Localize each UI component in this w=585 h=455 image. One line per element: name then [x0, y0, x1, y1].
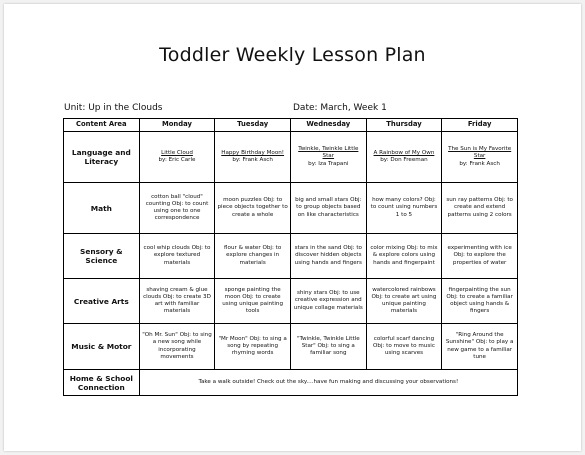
table-cell: shaving cream & glue clouds Obj: to create 3D art with familiar materials	[139, 279, 215, 324]
row-label-music-motor: Music & Motor	[64, 324, 140, 370]
unit-label: Unit: Up in the Clouds	[64, 103, 163, 113]
table-cell: sponge painting the moon Obj: to create using unique painting tools	[215, 279, 291, 324]
header-monday: Monday	[139, 119, 215, 132]
header-tuesday: Tuesday	[215, 119, 291, 132]
table-cell: watercolored rainbows Obj: to create art using unique painting materials	[366, 279, 442, 324]
page-title: Toddler Weekly Lesson Plan	[159, 44, 426, 66]
header-row	[64, 119, 518, 132]
book-title: Happy Birthday Moon!	[221, 149, 285, 156]
header-thursday: Thursday	[366, 119, 442, 132]
table-cell: big and small stars Obj: to group objects based on like characteristics	[290, 183, 366, 234]
table-cell: "Mr Moon" Obj: to sing a song by repeating rhyming words	[215, 324, 291, 370]
table-cell: cool whip clouds Obj: to explore textured materials	[139, 234, 215, 279]
table-cell: "Ring Around the Sunshine" Obj: to play a new game to a familiar tune	[442, 324, 518, 370]
book-title: The Sun is My Favorite Star	[448, 146, 512, 160]
table-row	[64, 183, 518, 234]
cell-text: by: Iza Trapani	[308, 160, 349, 167]
table-cell: shiny stars Obj: to use creative expression and unique collage materials	[290, 279, 366, 324]
book-title: A Rainbow of My Own	[373, 149, 435, 156]
table-cell	[366, 132, 442, 183]
table-cell: color mixing Obj: to mix & explore colors using hands and fingerpaint	[366, 234, 442, 279]
header-wednesday: Wednesday	[290, 119, 366, 132]
table-cell: stars in the sand Obj: to discover hidden objects using hands and fingers	[290, 234, 366, 279]
cell-text: by: Eric Carle	[158, 157, 196, 163]
table-cell: sun ray patterns Obj: to create and extend patterns using 2 colors	[442, 183, 518, 234]
header-friday: Friday	[442, 119, 518, 132]
row-label-sensory: Sensory & Science	[64, 234, 140, 279]
table-cell: how many colors? Obj: to count using numbers 1 to 5	[366, 183, 442, 234]
table-cell	[139, 132, 215, 183]
home-school-text: Take a walk outside! Check out the sky....have fun making and discussing your observations!	[139, 370, 517, 396]
book-title: Little Cloud	[161, 149, 193, 156]
table-cell: "Twinkle, Twinkle Little Star" Obj: to sing a familiar song	[290, 324, 366, 370]
table-cell: colorful scarf dancing Obj: to move to music using scarves	[366, 324, 442, 370]
table-cell: experimenting with ice Obj: to explore the properties of water	[442, 234, 518, 279]
table-row	[64, 132, 518, 183]
book-title: Twinkle, Twinkle Little Star	[298, 146, 359, 160]
row-label-math: Math	[64, 183, 140, 234]
lesson-plan-table	[63, 118, 518, 396]
table-cell	[215, 132, 291, 183]
cell-text: by: Frank Asch	[232, 157, 273, 163]
table-cell	[290, 132, 366, 183]
table-row	[64, 279, 518, 324]
row-label-home-school: Home & School Connection	[64, 370, 140, 396]
row-label-language: Language and Literacy	[64, 132, 140, 183]
table-row	[64, 324, 518, 370]
table-cell: moon puzzles Obj: to piece objects together to create a whole	[215, 183, 291, 234]
table-row	[64, 234, 518, 279]
date-label: Date: March, Week 1	[293, 103, 387, 113]
table-row	[64, 370, 518, 396]
cell-text: by: Don Freeman	[380, 157, 428, 163]
table-cell: flour & water Obj: to explore changes in materials	[215, 234, 291, 279]
table-cell	[442, 132, 518, 183]
table-cell: "Oh Mr. Sun" Obj: to sing a new song while incorporating movements	[139, 324, 215, 370]
table-cell: fingerpainting the sun Obj: to create a familiar object using hands & fingers	[442, 279, 518, 324]
header-content-area: Content Area	[64, 119, 140, 132]
cell-text: by: Frank Asch	[459, 160, 500, 167]
table-cell: cotton ball "cloud" counting Obj: to count using one to one correspondence	[139, 183, 215, 234]
row-label-creative-arts: Creative Arts	[64, 279, 140, 324]
